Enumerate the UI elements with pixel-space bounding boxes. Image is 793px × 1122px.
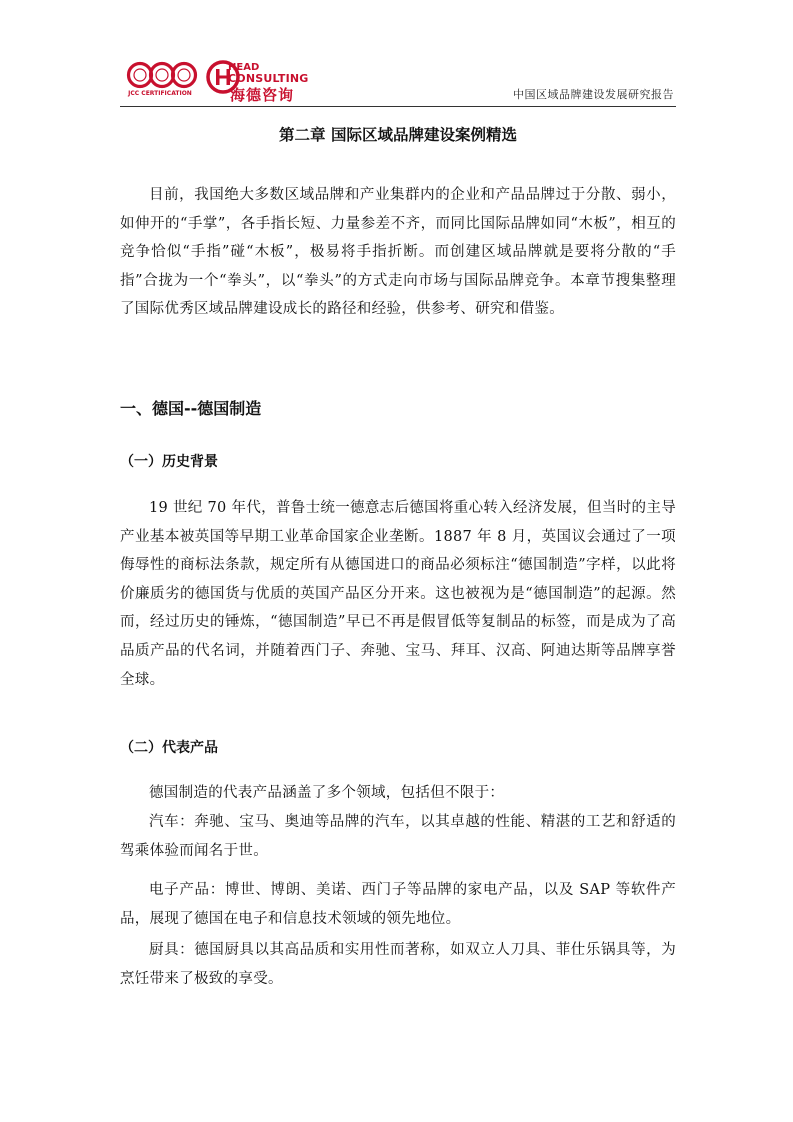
history-paragraph: 19 世纪 70 年代，普鲁士统一德意志后德国将重心转入经济发展，但当时的主导产业基本被英国等早期工业革命国家企业垄断。1887 年 8 月，英国议会通过了一项侮辱性的商标法条款，规定所有从德国进口的商品必须标注“德国制造”字样，以此将价廉质劣的德国货与优质的英国产品区分开来。这也被视为是“德国制造”的起源。然而，经过历史的锤炼，“德国制造”早已不再是假冒低等复制品的标签，而是成为了高品质产品的代名词，并随着西门子、奔驰、宝马、拜耳、汉高、阿迪达斯等品牌享誉全球。 <box>120 500 676 688</box>
report-title: 中国区域品牌建设发展研究报告 <box>513 88 674 101</box>
products-cars-paragraph: 汽车：奔驰、宝马、奥迪等品牌的汽车，以其卓越的性能、精湛的工艺和舒适的驾乘体验而闻名于世。 <box>120 814 676 859</box>
subsection-heading-products: （二）代表产品 <box>120 740 218 756</box>
head-logo-line1: HEAD <box>228 62 260 73</box>
section-heading: 一、德国--德国制造 <box>120 399 262 418</box>
products-intro-paragraph: 德国制造的代表产品涵盖了多个领域，包括但不限于： <box>149 785 505 801</box>
intro-paragraph: 目前，我国绝大多数区域品牌和产业集群内的企业和产品品牌过于分散、弱小，如伸开的“手掌”，各手指长短、力量参差不齐，而同比国际品牌如同“木板”，相互的竞争恰似“手指”碰“木板”，极易将手指折断。而创建区域品牌就是要将分散的“手指”合拢为一个“拳头”，以“拳头”的方式走向市场与国际品牌竞争。本章节搜集整理了国际优秀区域品牌建设成长的路径和经验，供参考、研究和借鉴。 <box>120 187 676 318</box>
subsection-heading-history: （一）历史背景 <box>120 454 218 470</box>
page-header <box>120 56 676 107</box>
head-logo-chinese: 海德咨询 <box>230 86 295 104</box>
head-logo-english <box>228 62 309 84</box>
chapter-title: 第二章 国际区域品牌建设案例精选 <box>279 126 517 144</box>
head-logo-line2: CONSULTING <box>228 72 309 85</box>
products-kitchen-paragraph: 厨具：德国厨具以其高品质和实用性而著称，如双立人刀具、菲仕乐锅具等，为烹饪带来了极致的享受。 <box>120 942 676 987</box>
jcc-rings-icon <box>126 58 198 92</box>
products-electronics-paragraph: 电子产品：博世、博朗、美诺、西门子等品牌的家电产品，以及 SAP 等软件产品，展现了德国在电子和信息技术领域的领先地位。 <box>120 882 676 927</box>
jcc-logo-text: JCC CERTIFICATION <box>128 90 192 97</box>
head-consulting-logo <box>206 56 320 102</box>
